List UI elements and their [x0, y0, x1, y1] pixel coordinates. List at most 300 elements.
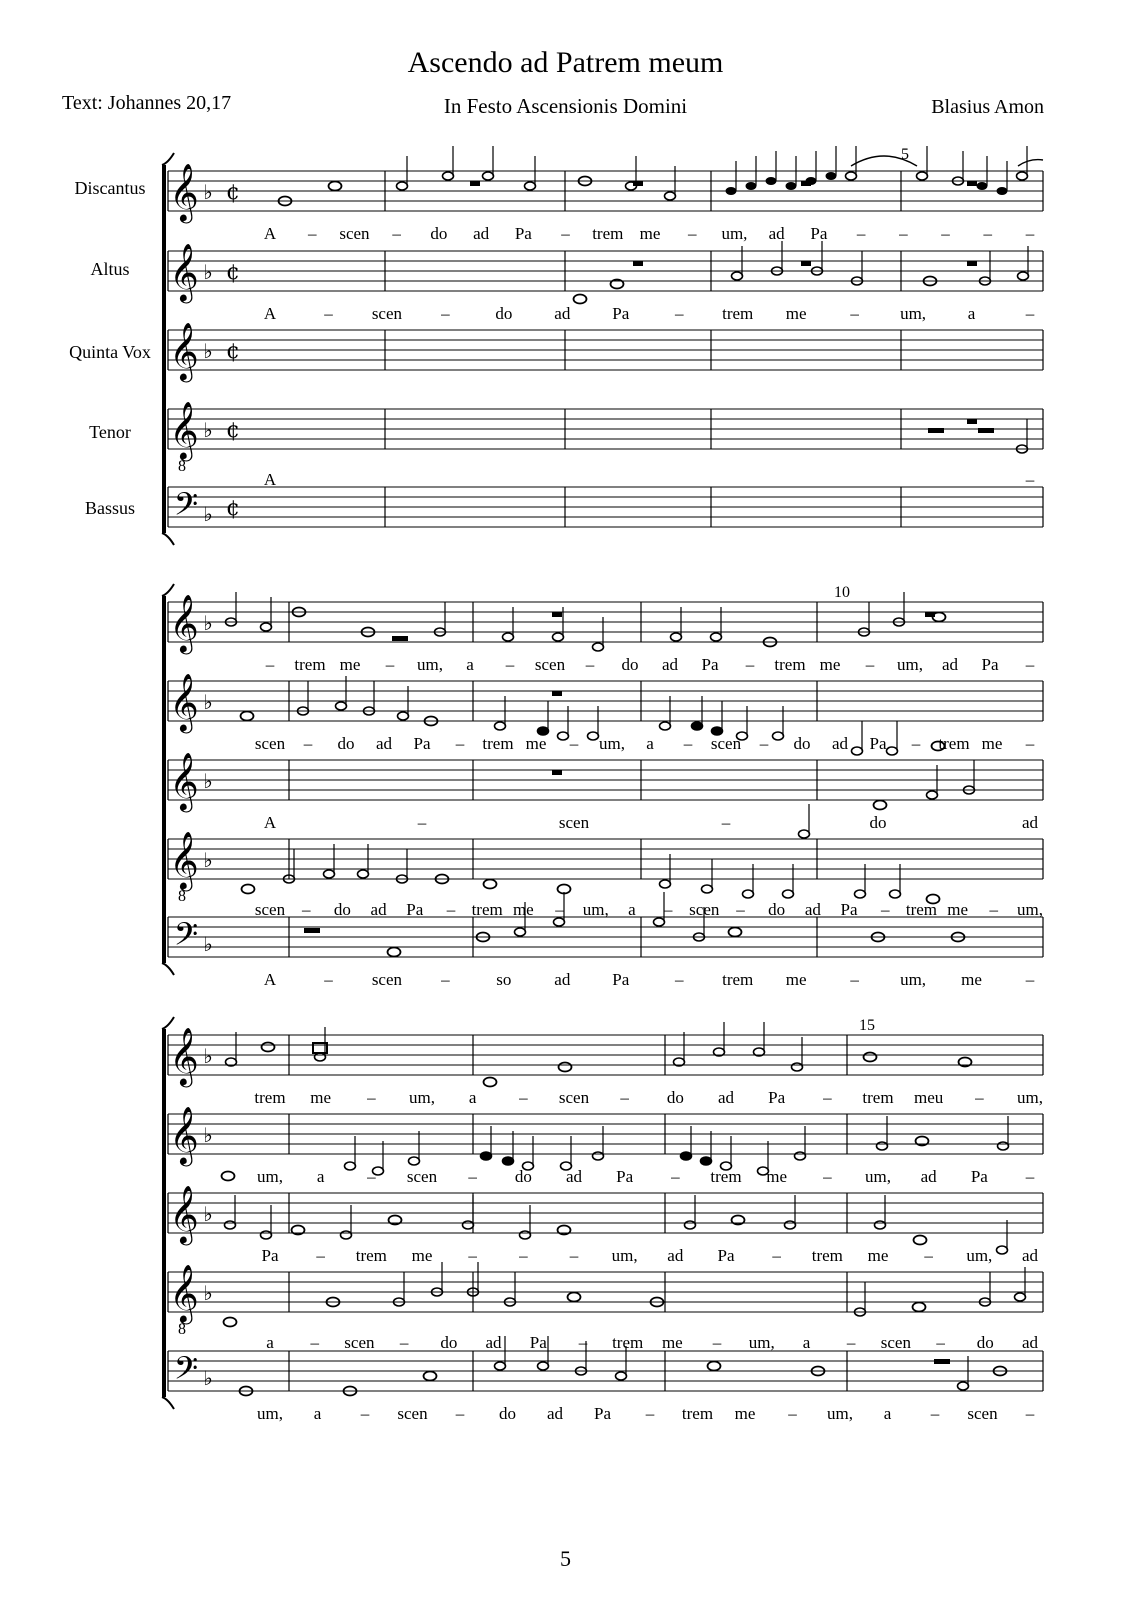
half-note — [852, 747, 863, 755]
lyric-syllable: a — [316, 1167, 325, 1186]
time-signature: ¢ — [226, 180, 240, 205]
half-note — [702, 885, 713, 893]
half-note — [795, 1152, 806, 1160]
lyric-syllable: Pa — [981, 655, 999, 674]
lyric-syllable: a — [266, 1333, 274, 1352]
half-note — [732, 272, 743, 280]
half-note — [593, 643, 604, 651]
lyric-syllable: trem — [905, 900, 938, 919]
lyric-syllable: – — [324, 970, 333, 989]
quarter-note — [726, 187, 737, 195]
whole-note — [484, 880, 497, 889]
lyric-syllable: ad — [1021, 813, 1039, 832]
half-note — [743, 890, 754, 898]
half-note — [525, 182, 536, 190]
time-signature: ¢ — [226, 339, 240, 364]
half-note — [890, 890, 901, 898]
half-rest-icon — [934, 1359, 950, 1364]
lyric-syllable: me — [661, 1333, 683, 1352]
lyric-syllable: um, — [599, 734, 625, 753]
half-note — [958, 1382, 969, 1390]
lyric-syllable: um, — [966, 1246, 993, 1265]
lyric-syllable: trem — [482, 734, 514, 753]
lyric-syllable: Pa — [616, 1167, 634, 1186]
quarter-note — [746, 182, 757, 190]
lyric-syllable: – — [736, 900, 745, 919]
lyric-syllable: do — [976, 1333, 994, 1352]
lyric-syllable: a — [468, 1088, 477, 1107]
lyric-syllable: ad — [554, 304, 571, 323]
half-note — [792, 1063, 803, 1071]
half-note — [660, 722, 671, 730]
lyric-syllable: trem — [811, 1246, 843, 1265]
lyric-syllable: me — [411, 1246, 433, 1265]
treble-clef-icon: 𝄞 — [169, 243, 199, 301]
lyric-syllable: – — [683, 734, 693, 753]
lyric-syllable: scen — [254, 900, 286, 919]
lyric-syllable: – — [645, 1404, 655, 1423]
lyric-syllable: ad — [717, 1088, 735, 1107]
treble-clef-icon: 𝄞 — [169, 1264, 199, 1322]
half-note — [495, 722, 506, 730]
lyric-syllable: – — [1025, 734, 1035, 753]
lyric-syllable: – — [936, 1333, 945, 1352]
whole-note — [913, 1303, 926, 1312]
whole-note — [708, 1362, 721, 1371]
lyric-syllable: – — [1025, 1167, 1035, 1186]
lyric-syllable: – — [1025, 1404, 1035, 1423]
flat-icon: ♭ — [203, 339, 213, 363]
whole-note — [242, 885, 255, 894]
lyric-syllable: um, — [865, 1167, 891, 1186]
half-note — [336, 702, 347, 710]
whole-rest-icon — [633, 261, 643, 266]
bass-clef-icon: 𝄢 — [173, 916, 199, 960]
bracket-bottom-curl — [162, 963, 174, 975]
quarter-note — [481, 1152, 492, 1160]
half-note — [875, 1221, 886, 1229]
measure-number: 10 — [834, 584, 850, 601]
lyric-syllable: Pa — [768, 1088, 786, 1107]
lyric-syllable: Pa — [869, 734, 887, 753]
lyric-syllable: me — [867, 1246, 889, 1265]
treble-clef-icon: 𝄞 — [169, 322, 199, 380]
lyric-syllable: ad — [768, 224, 785, 243]
lyric-syllable: trem — [722, 970, 754, 989]
whole-rest-icon — [552, 770, 562, 775]
lyric-syllable: scen — [689, 900, 720, 919]
octave-mark: 8 — [178, 1321, 186, 1338]
lyric-syllable: – — [924, 1246, 933, 1265]
flat-icon: ♭ — [203, 932, 213, 956]
flat-icon: ♭ — [203, 769, 213, 793]
lyric-syllable: scen — [558, 813, 590, 832]
lyric-syllable: – — [367, 1088, 376, 1107]
lyric-syllable: – — [455, 734, 465, 753]
lyric-syllable: – — [569, 734, 579, 753]
lyric-syllable: – — [301, 900, 311, 919]
lyric-syllable: – — [671, 1167, 680, 1186]
lyric-syllable: Pa — [261, 1246, 279, 1265]
half-note — [345, 1162, 356, 1170]
lyric-syllable: – — [1025, 470, 1035, 489]
whole-note — [729, 928, 742, 937]
half-note — [341, 1231, 352, 1239]
lyric-syllable: – — [850, 304, 859, 323]
whole-note — [329, 182, 342, 191]
lyric-syllable: ad — [375, 734, 393, 753]
page-mark: 5 — [560, 1546, 571, 1571]
lyric-syllable: Pa — [612, 970, 630, 989]
lyric-syllable: A — [263, 224, 277, 243]
lyric-syllable: – — [663, 900, 673, 919]
quarter-note — [826, 172, 837, 180]
lyric-syllable: – — [578, 1333, 588, 1352]
lyric-syllable: – — [265, 655, 275, 674]
lyric-syllable: trem — [681, 1404, 714, 1423]
lyric-syllable: Pa — [413, 734, 431, 753]
lyric-syllable: um, — [721, 224, 748, 243]
lyric-syllable: trem — [612, 1333, 644, 1352]
lyric-syllable: scen — [254, 734, 286, 753]
lyric-syllable: – — [367, 1167, 376, 1186]
lyric-syllable: – — [468, 1167, 477, 1186]
lyric-syllable: – — [620, 1088, 629, 1107]
lyric-syllable: trem — [774, 655, 806, 674]
piece-subtitle: In Festo Ascensionis Domini — [443, 94, 688, 118]
lyric-syllable: do — [499, 1404, 516, 1423]
lyric-syllable: me — [947, 900, 969, 919]
lyric-syllable: – — [674, 304, 684, 323]
lyric-syllable: – — [555, 900, 564, 919]
lyric-syllable: ad — [485, 1333, 502, 1352]
lyric-syllable: a — [802, 1333, 811, 1352]
lyric-syllable: trem — [471, 900, 503, 919]
quarter-note — [806, 177, 817, 185]
lyric-syllable: Pa — [514, 224, 532, 243]
whole-note — [914, 1236, 927, 1245]
lyric-syllable: scen — [371, 970, 403, 989]
half-note — [783, 890, 794, 898]
lyric-syllable: so — [496, 970, 512, 989]
lyric-syllable: – — [324, 304, 333, 323]
lyric-syllable: ad — [920, 1167, 937, 1186]
treble-clef-icon: 𝄞 — [169, 831, 199, 889]
whole-note — [574, 295, 587, 304]
lyric-syllable: me — [981, 734, 1003, 753]
lyric-syllable: do — [337, 734, 355, 753]
whole-rest-icon — [967, 261, 977, 266]
half-note — [665, 192, 676, 200]
lyric-syllable: do — [430, 224, 448, 243]
lyric-syllable: – — [941, 224, 950, 243]
lyric-syllable: trem — [722, 304, 754, 323]
treble-clef-icon: 𝄞 — [169, 163, 199, 221]
lyric-syllable: a — [466, 655, 474, 674]
half-note — [1017, 172, 1028, 180]
time-signature: ¢ — [226, 418, 240, 443]
lyric-syllable: ad — [473, 224, 490, 243]
half-note — [324, 870, 335, 878]
lyric-syllable: scen — [880, 1333, 911, 1352]
lyric-syllable: do — [666, 1088, 684, 1107]
lyric-syllable: ad — [554, 970, 571, 989]
quarter-note — [997, 187, 1008, 195]
lyric-syllable: a — [883, 1404, 892, 1423]
measure-number: 5 — [901, 146, 909, 163]
lyric-syllable: um, — [900, 304, 927, 323]
half-rest-icon — [304, 928, 320, 933]
treble-clef-icon: 𝄞 — [169, 752, 199, 810]
lyric-syllable: um, — [257, 1167, 283, 1186]
half-note — [997, 1246, 1008, 1254]
whole-rest-icon — [967, 419, 977, 424]
piece-title: Ascendo ad Patrem meum — [407, 46, 724, 79]
lyric-syllable: Pa — [810, 224, 828, 243]
flat-icon: ♭ — [203, 502, 213, 526]
voice-label-discantus: Discantus — [74, 178, 146, 198]
half-note — [799, 830, 810, 838]
lyric-syllable: – — [687, 224, 697, 243]
half-note — [553, 633, 564, 641]
lyric-syllable: Pa — [529, 1333, 547, 1352]
lyric-syllable: A — [263, 813, 277, 832]
lyric-syllable: ad — [661, 655, 679, 674]
quarter-note — [766, 177, 777, 185]
half-note — [917, 172, 928, 180]
composer-name: Blasius Amon — [931, 96, 1044, 118]
lyric-syllable: um, — [827, 1404, 853, 1423]
lyric-syllable: me — [339, 655, 361, 674]
measure-number: 15 — [859, 1017, 875, 1034]
half-note — [495, 1362, 506, 1370]
lyric-syllable: scen — [397, 1404, 428, 1423]
lyric-syllable: trem — [592, 224, 624, 243]
half-note — [887, 747, 898, 755]
lyric-syllable: scen — [344, 1333, 375, 1352]
tie — [1018, 160, 1043, 166]
lyric-syllable: um, — [409, 1088, 435, 1107]
whole-note — [559, 1063, 572, 1072]
lyric-syllable: um, — [748, 1333, 775, 1352]
lyric-syllable: Pa — [594, 1404, 611, 1423]
half-note — [398, 712, 409, 720]
lyric-syllable: me — [310, 1088, 332, 1107]
lyric-syllable: me — [819, 655, 841, 674]
flat-icon: ♭ — [203, 418, 213, 442]
lyric-syllable: trem — [294, 655, 326, 674]
flat-icon: ♭ — [203, 180, 213, 204]
lyric-syllable: ad — [1021, 1246, 1039, 1265]
half-note — [654, 918, 665, 926]
flat-icon: ♭ — [203, 690, 213, 714]
lyric-syllable: me — [639, 224, 661, 243]
lyric-syllable: – — [441, 970, 450, 989]
lyric-syllable: a — [628, 900, 636, 919]
whole-rest-icon — [801, 261, 811, 266]
lyric-syllable: – — [930, 1404, 940, 1423]
half-note — [554, 918, 565, 926]
half-rest-icon — [978, 428, 994, 433]
half-note — [846, 172, 857, 180]
half-note — [225, 1221, 236, 1229]
lyric-syllable: A — [263, 470, 277, 489]
whole-note — [388, 948, 401, 957]
treble-clef-icon: 𝄞 — [169, 1027, 199, 1085]
lyric-syllable: do — [768, 900, 786, 919]
lyric-syllable: um, — [897, 655, 923, 674]
whole-rest-icon — [552, 612, 562, 617]
lyric-syllable: – — [561, 224, 570, 243]
lyric-syllable: ad — [546, 1404, 564, 1423]
half-note — [358, 870, 369, 878]
lyric-syllable: trem — [862, 1088, 894, 1107]
whole-note — [262, 1043, 275, 1052]
time-signature: ¢ — [226, 496, 240, 521]
whole-note — [568, 1293, 581, 1302]
lyric-syllable: A — [263, 970, 277, 989]
half-note — [261, 1231, 272, 1239]
lyric-syllable: ad — [831, 734, 849, 753]
lyric-syllable: – — [975, 1088, 984, 1107]
lyric-syllable: – — [417, 813, 427, 832]
quarter-note — [786, 182, 797, 190]
voice-label-altus: Altus — [90, 259, 130, 279]
lyric-syllable: – — [850, 970, 859, 989]
lyric-syllable: – — [1025, 970, 1035, 989]
octave-mark: 8 — [178, 888, 186, 905]
lyric-syllable: Pa — [970, 1167, 988, 1186]
quarter-note — [503, 1157, 514, 1165]
lyric-syllable: me — [961, 970, 982, 989]
lyric-syllable: do — [333, 900, 351, 919]
lyric-syllable: um, — [900, 970, 927, 989]
quarter-note — [701, 1157, 712, 1165]
lyric-syllable: a — [967, 304, 976, 323]
quarter-note — [681, 1152, 692, 1160]
lyric-syllable: – — [446, 900, 456, 919]
flat-icon: ♭ — [203, 1123, 213, 1147]
lyric-syllable: – — [399, 1333, 409, 1352]
lyric-syllable: – — [772, 1246, 781, 1265]
quarter-note — [977, 182, 988, 190]
time-signature: ¢ — [226, 260, 240, 285]
lyric-syllable: – — [823, 1167, 832, 1186]
lyric-syllable: Pa — [840, 900, 858, 919]
whole-note — [224, 1318, 237, 1327]
flat-icon: ♭ — [203, 260, 213, 284]
lyric-syllable: do — [793, 734, 811, 753]
voice-label-quinta-vox: Quinta Vox — [69, 342, 151, 362]
lyric-syllable: Pa — [701, 655, 719, 674]
whole-note — [424, 1372, 437, 1381]
lyric-syllable: – — [899, 224, 908, 243]
lyric-syllable: – — [721, 813, 731, 832]
half-rest-icon — [928, 428, 944, 433]
lyric-syllable: um, — [611, 1246, 638, 1265]
lyric-syllable: me — [734, 1404, 756, 1423]
half-note — [877, 1142, 888, 1150]
lyric-syllable: me — [525, 734, 547, 753]
bass-clef-icon: 𝄢 — [173, 1350, 199, 1394]
lyric-syllable: ad — [565, 1167, 583, 1186]
lyric-syllable: do — [495, 304, 513, 323]
half-note — [1018, 272, 1029, 280]
half-note — [773, 732, 784, 740]
treble-clef-icon: 𝄞 — [169, 1106, 199, 1164]
lyric-syllable: ad — [370, 900, 387, 919]
half-note — [671, 633, 682, 641]
half-note — [538, 1362, 549, 1370]
lyric-syllable: – — [865, 655, 875, 674]
whole-note — [241, 712, 254, 721]
half-note — [855, 890, 866, 898]
voice-label-bassus: Bassus — [84, 498, 136, 518]
lyric-syllable: – — [310, 1333, 319, 1352]
half-note — [593, 1152, 604, 1160]
lyric-syllable: trem — [355, 1246, 387, 1265]
lyric-syllable: – — [983, 224, 993, 243]
lyric-syllable: – — [569, 1246, 579, 1265]
lyric-syllable: – — [468, 1246, 477, 1265]
bracket-bottom-curl — [162, 1397, 174, 1409]
lyric-syllable: – — [759, 734, 769, 753]
text-credit: Text: Johannes 20,17 — [62, 92, 232, 114]
lyric-syllable: – — [441, 304, 450, 323]
lyric-syllable: – — [307, 224, 317, 243]
lyric-syllable: me — [785, 304, 807, 323]
lyric-syllable: meu — [914, 1088, 944, 1107]
lyric-syllable: trem — [710, 1167, 742, 1186]
half-note — [785, 1221, 796, 1229]
lyric-syllable: me — [512, 900, 534, 919]
lyric-syllable: – — [989, 900, 999, 919]
quarter-note — [692, 722, 703, 730]
octave-mark: 8 — [178, 458, 186, 475]
half-note — [315, 1053, 326, 1061]
whole-rest-icon — [552, 691, 562, 696]
bracket-bottom-curl — [162, 533, 174, 545]
lyric-syllable: – — [505, 655, 515, 674]
half-note — [711, 633, 722, 641]
lyric-syllable: – — [519, 1088, 528, 1107]
whole-rest-icon — [967, 181, 977, 186]
lyric-syllable: – — [585, 655, 595, 674]
lyric-syllable: do — [621, 655, 639, 674]
half-note — [588, 732, 599, 740]
half-note — [616, 1372, 627, 1380]
flat-icon: ♭ — [203, 848, 213, 872]
half-note — [443, 172, 454, 180]
flat-icon: ♭ — [203, 611, 213, 635]
lyric-syllable: – — [303, 734, 313, 753]
lyric-syllable: – — [712, 1333, 722, 1352]
lyric-syllable: um, — [257, 1404, 283, 1423]
lyric-syllable: – — [519, 1246, 528, 1265]
lyric-syllable: – — [360, 1404, 370, 1423]
lyric-syllable: – — [1025, 304, 1035, 323]
lyric-syllable: um, — [417, 655, 443, 674]
lyric-syllable: – — [392, 224, 401, 243]
whole-note — [874, 801, 887, 810]
whole-rest-icon — [470, 181, 480, 186]
lyric-syllable: trem — [254, 1088, 286, 1107]
lyric-syllable: – — [385, 655, 395, 674]
lyric-syllable: scen — [406, 1167, 438, 1186]
voice-label-tenor: Tenor — [89, 422, 131, 442]
lyric-syllable: ad — [667, 1246, 684, 1265]
lyric-syllable: ad — [804, 900, 821, 919]
